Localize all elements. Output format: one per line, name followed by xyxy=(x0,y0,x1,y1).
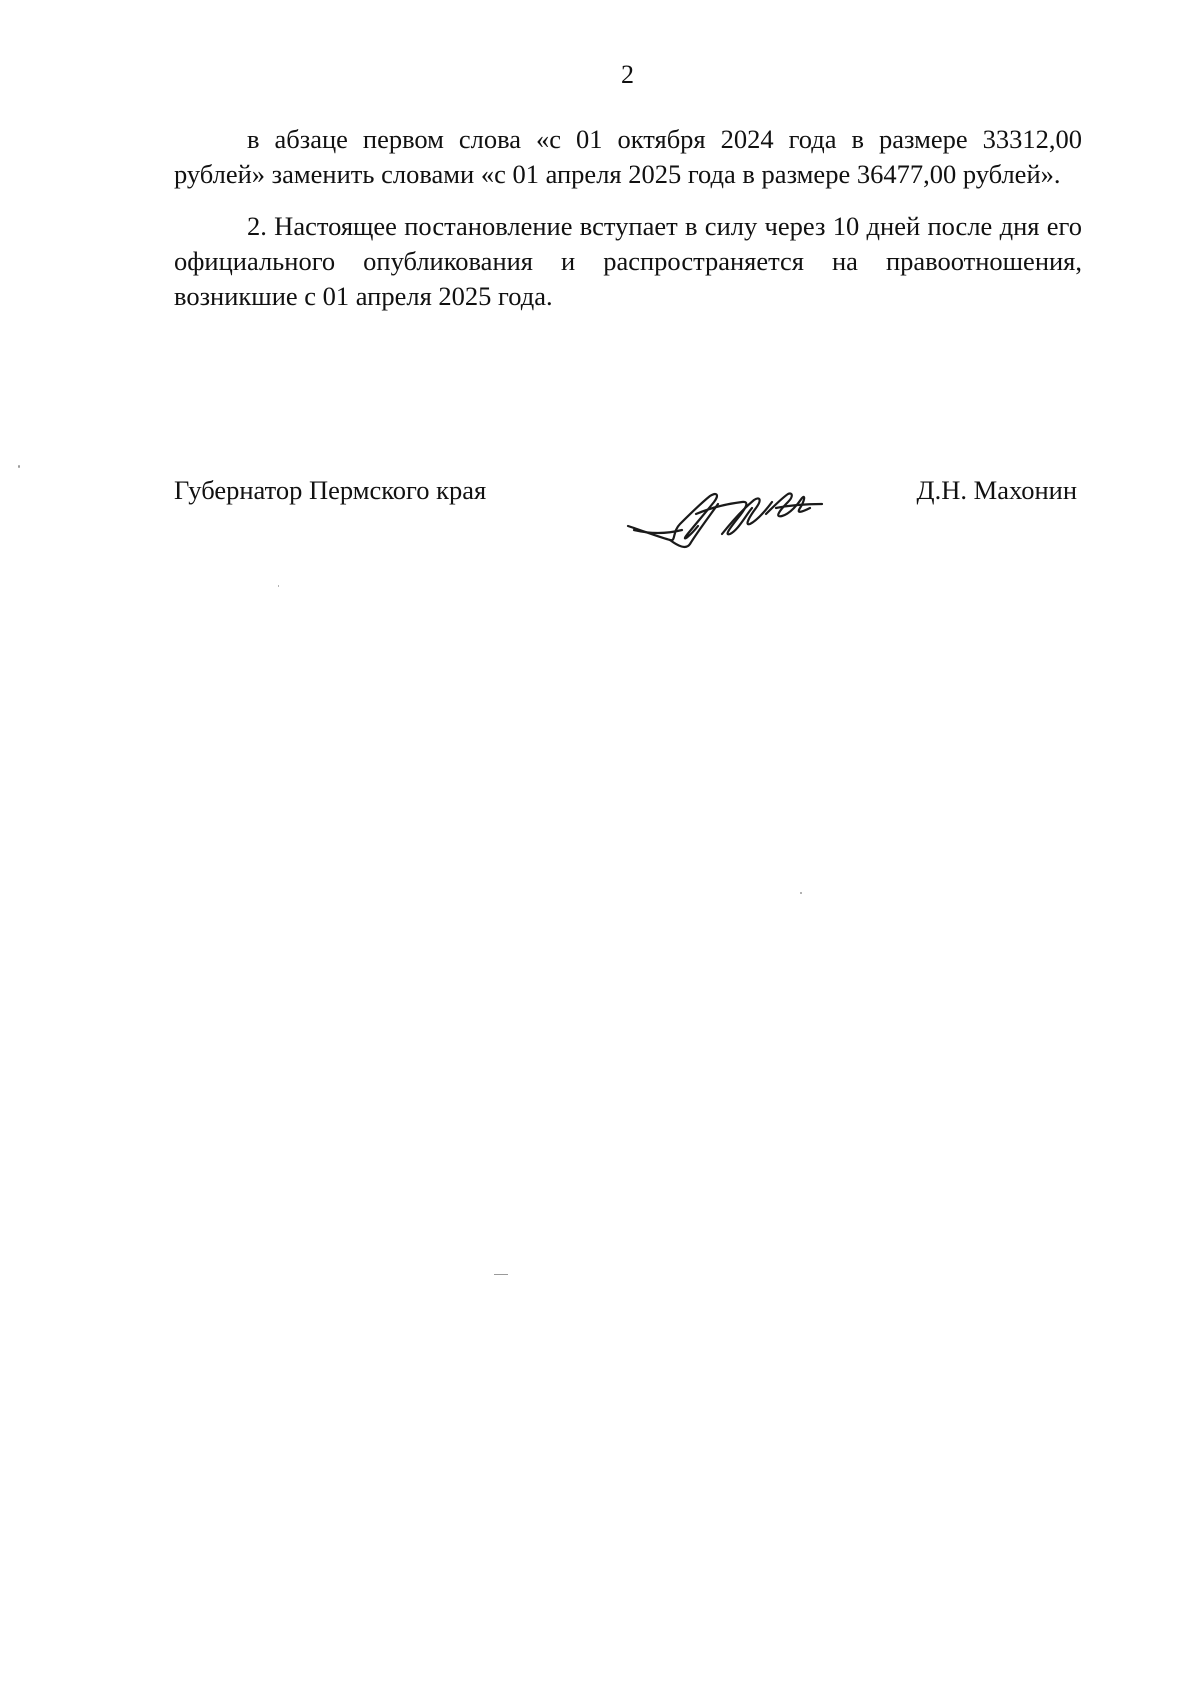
paragraph-effective-date: 2. Настоящее постановление вступает в силу через 10 дней после дня его официального опубликования и распространяется на правоотношения, возникшие с 01 апреля 2025 года. xyxy=(174,211,1082,311)
page-number: 2 xyxy=(621,60,634,89)
document-body xyxy=(174,122,1082,314)
signer-name: Д.Н. Махонин xyxy=(916,475,1077,505)
scan-speck xyxy=(494,1274,508,1275)
scan-speck xyxy=(278,585,279,587)
paragraph-amendment: в абзаце первом слова «с 01 октября 2024 года в размере 33312,00 рублей» заменить словами «с 01 апреля 2025 года в размере 36477,00 рублей». xyxy=(174,124,1082,189)
scan-speck xyxy=(800,892,802,894)
signer-position: Губернатор Пермского края xyxy=(174,475,487,505)
handwritten-signature xyxy=(626,474,826,562)
scan-speck xyxy=(18,465,20,468)
